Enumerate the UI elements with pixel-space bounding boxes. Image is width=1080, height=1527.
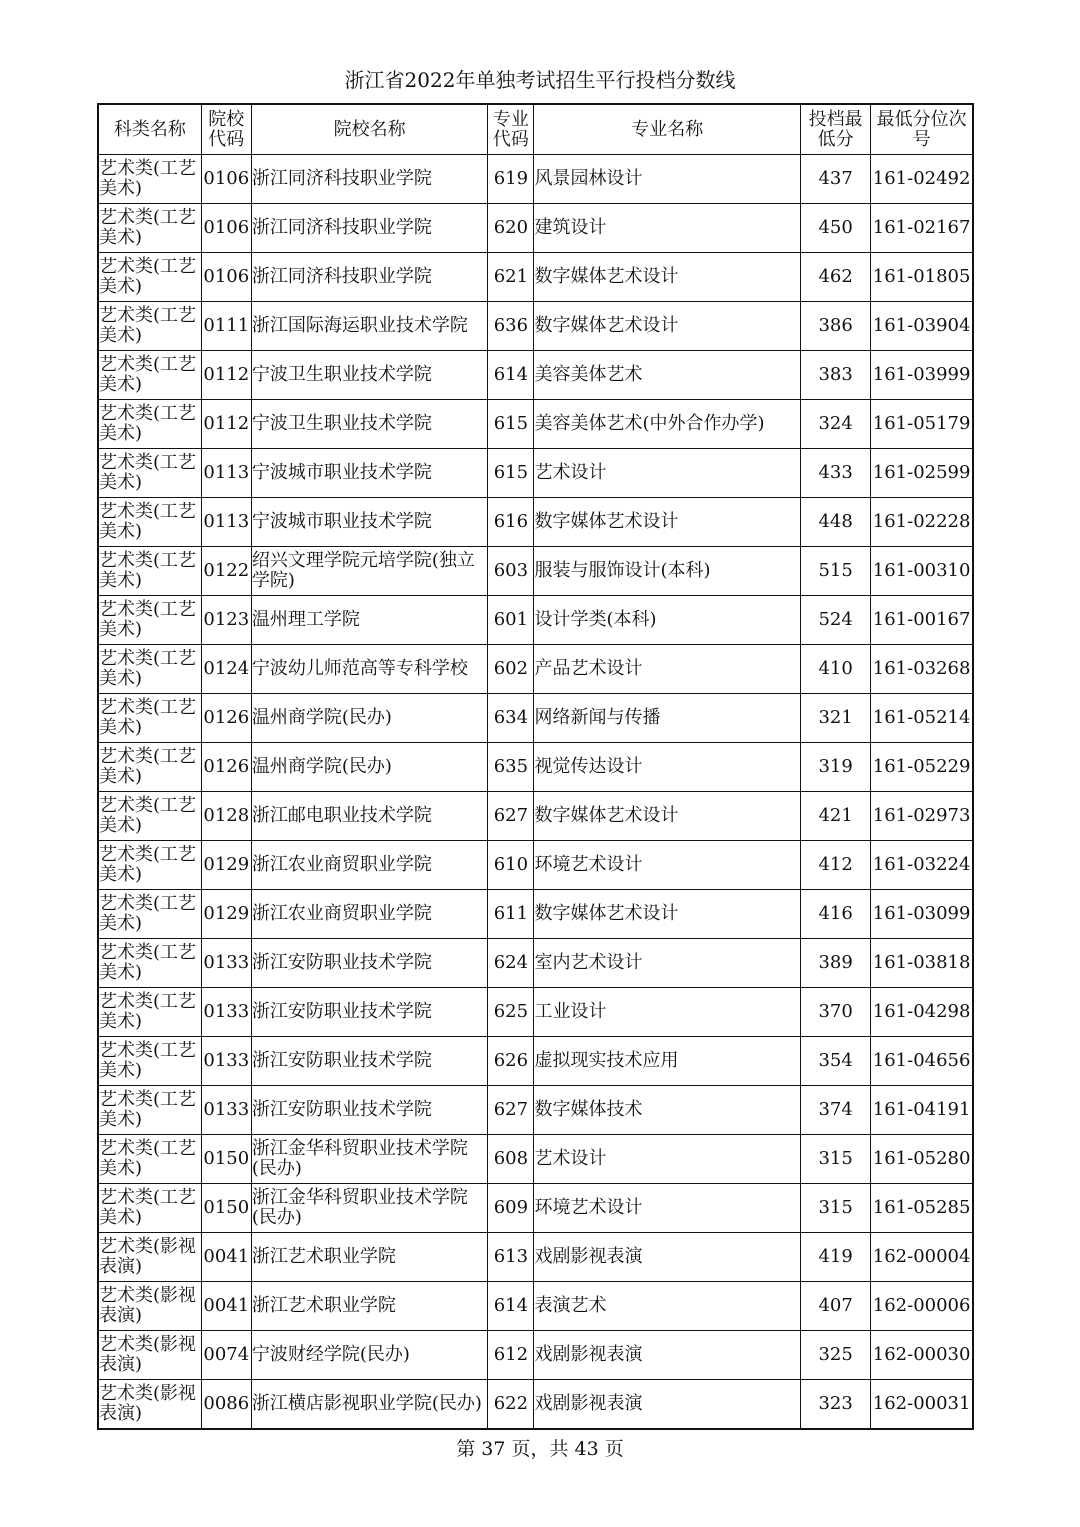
table-header-row <box>98 104 973 155</box>
min-score-cell: 450 <box>801 204 871 253</box>
table-row <box>98 988 973 1037</box>
major-name-cell: 室内艺术设计 <box>534 939 801 988</box>
school-name-cell: 浙江农业商贸职业学院 <box>251 890 488 939</box>
major-code-cell: 610 <box>488 841 534 890</box>
school-code-cell: 0112 <box>201 400 251 449</box>
school-code-cell: 0106 <box>201 204 251 253</box>
category-cell: 艺术类(工艺美术) <box>98 694 201 743</box>
school-name-cell: 浙江农业商贸职业学院 <box>251 841 488 890</box>
school-code-cell: 0123 <box>201 596 251 645</box>
category-cell: 艺术类(工艺美术) <box>98 204 201 253</box>
min-rank-cell: 161-05179 <box>871 400 973 449</box>
major-name-cell: 美容美体艺术 <box>534 351 801 400</box>
table-row <box>98 939 973 988</box>
min-rank-cell: 161-05280 <box>871 1135 973 1184</box>
major-name-cell: 环境艺术设计 <box>534 841 801 890</box>
school-code-cell: 0041 <box>201 1233 251 1282</box>
min-score-cell: 515 <box>801 547 871 596</box>
school-code-cell: 0133 <box>201 988 251 1037</box>
min-rank-cell: 161-02228 <box>871 498 973 547</box>
major-name-cell: 建筑设计 <box>534 204 801 253</box>
table-row <box>98 890 973 939</box>
major-code-cell: 601 <box>488 596 534 645</box>
min-score-cell: 437 <box>801 155 871 204</box>
table-row <box>98 498 973 547</box>
min-score-cell: 412 <box>801 841 871 890</box>
table-row <box>98 1037 973 1086</box>
major-name-cell: 数字媒体艺术设计 <box>534 890 801 939</box>
min-rank-cell: 161-02599 <box>871 449 973 498</box>
min-score-cell: 421 <box>801 792 871 841</box>
min-rank-cell: 161-04298 <box>871 988 973 1037</box>
table-row <box>98 694 973 743</box>
major-code-cell: 620 <box>488 204 534 253</box>
school-code-cell: 0126 <box>201 694 251 743</box>
category-cell: 艺术类(工艺美术) <box>98 596 201 645</box>
category-cell: 艺术类(工艺美术) <box>98 351 201 400</box>
school-name-cell: 浙江金华科贸职业技术学院(民办) <box>251 1184 488 1233</box>
category-cell: 艺术类(工艺美术) <box>98 400 201 449</box>
major-name-cell: 设计学类(本科) <box>534 596 801 645</box>
table-row <box>98 400 973 449</box>
min-rank-cell: 161-04656 <box>871 1037 973 1086</box>
min-score-cell: 323 <box>801 1380 871 1430</box>
min-rank-cell: 161-05229 <box>871 743 973 792</box>
page-footer: 第 37 页，共 43 页 <box>456 1438 624 1460</box>
min-score-cell: 315 <box>801 1184 871 1233</box>
min-score-cell: 321 <box>801 694 871 743</box>
table-row <box>98 449 973 498</box>
school-code-cell: 0128 <box>201 792 251 841</box>
table-row <box>98 155 973 204</box>
school-name-cell: 宁波财经学院(民办) <box>251 1331 488 1380</box>
min-rank-cell: 161-00310 <box>871 547 973 596</box>
category-cell: 艺术类(工艺美术) <box>98 1184 201 1233</box>
table-row <box>98 351 973 400</box>
school-name-cell: 浙江同济科技职业学院 <box>251 253 488 302</box>
table-row <box>98 743 973 792</box>
min-rank-cell: 161-03818 <box>871 939 973 988</box>
major-code-cell: 624 <box>488 939 534 988</box>
category-cell: 艺术类(工艺美术) <box>98 1037 201 1086</box>
category-cell: 艺术类(工艺美术) <box>98 253 201 302</box>
category-cell: 艺术类(工艺美术) <box>98 1086 201 1135</box>
school-name-cell: 浙江横店影视职业学院(民办) <box>251 1380 488 1430</box>
min-score-cell: 524 <box>801 596 871 645</box>
min-rank-cell: 161-00167 <box>871 596 973 645</box>
school-name-cell: 宁波幼儿师范高等专科学校 <box>251 645 488 694</box>
major-name-cell: 数字媒体艺术设计 <box>534 253 801 302</box>
table-row <box>98 1282 973 1331</box>
category-cell: 艺术类(工艺美术) <box>98 645 201 694</box>
table-row <box>98 841 973 890</box>
table-row <box>98 1380 973 1430</box>
school-code-cell: 0129 <box>201 841 251 890</box>
major-name-cell: 产品艺术设计 <box>534 645 801 694</box>
table-row <box>98 1331 973 1380</box>
major-name-cell: 艺术设计 <box>534 1135 801 1184</box>
min-rank-cell: 161-02973 <box>871 792 973 841</box>
min-score-cell: 462 <box>801 253 871 302</box>
min-rank-cell: 161-02167 <box>871 204 973 253</box>
table-row <box>98 204 973 253</box>
min-rank-cell: 162-00006 <box>871 1282 973 1331</box>
school-code-cell: 0113 <box>201 449 251 498</box>
school-code-cell: 0133 <box>201 1037 251 1086</box>
school-name-cell: 宁波城市职业技术学院 <box>251 449 488 498</box>
major-name-cell: 数字媒体艺术设计 <box>534 498 801 547</box>
school-code-cell: 0133 <box>201 939 251 988</box>
school-name-cell: 温州商学院(民办) <box>251 743 488 792</box>
school-code-cell: 0129 <box>201 890 251 939</box>
min-score-cell: 410 <box>801 645 871 694</box>
major-code-cell: 615 <box>488 449 534 498</box>
school-name-cell: 浙江安防职业技术学院 <box>251 988 488 1037</box>
major-code-cell: 627 <box>488 792 534 841</box>
min-rank-cell: 161-05214 <box>871 694 973 743</box>
header-school-name: 院校名称 <box>251 104 488 155</box>
major-name-cell: 数字媒体艺术设计 <box>534 792 801 841</box>
table-row <box>98 302 973 351</box>
header-category: 科类名称 <box>98 104 201 155</box>
major-name-cell: 工业设计 <box>534 988 801 1037</box>
category-cell: 艺术类(工艺美术) <box>98 890 201 939</box>
school-name-cell: 浙江邮电职业技术学院 <box>251 792 488 841</box>
major-name-cell: 数字媒体技术 <box>534 1086 801 1135</box>
category-cell: 艺术类(工艺美术) <box>98 449 201 498</box>
min-rank-cell: 161-02492 <box>871 155 973 204</box>
major-code-cell: 612 <box>488 1331 534 1380</box>
major-name-cell: 视觉传达设计 <box>534 743 801 792</box>
school-name-cell: 宁波城市职业技术学院 <box>251 498 488 547</box>
min-score-cell: 416 <box>801 890 871 939</box>
category-cell: 艺术类(影视表演) <box>98 1331 201 1380</box>
min-score-cell: 370 <box>801 988 871 1037</box>
min-score-cell: 324 <box>801 400 871 449</box>
major-code-cell: 611 <box>488 890 534 939</box>
school-name-cell: 浙江同济科技职业学院 <box>251 204 488 253</box>
school-code-cell: 0133 <box>201 1086 251 1135</box>
school-name-cell: 浙江安防职业技术学院 <box>251 1086 488 1135</box>
category-cell: 艺术类(工艺美术) <box>98 841 201 890</box>
major-name-cell: 虚拟现实技术应用 <box>534 1037 801 1086</box>
school-code-cell: 0150 <box>201 1135 251 1184</box>
school-name-cell: 浙江艺术职业学院 <box>251 1233 488 1282</box>
category-cell: 艺术类(工艺美术) <box>98 792 201 841</box>
school-name-cell: 浙江同济科技职业学院 <box>251 155 488 204</box>
min-rank-cell: 161-03268 <box>871 645 973 694</box>
major-name-cell: 戏剧影视表演 <box>534 1233 801 1282</box>
school-name-cell: 浙江安防职业技术学院 <box>251 939 488 988</box>
header-min-rank: 最低分位次号 <box>871 104 973 155</box>
min-rank-cell: 161-01805 <box>871 253 973 302</box>
school-code-cell: 0150 <box>201 1184 251 1233</box>
school-code-cell: 0086 <box>201 1380 251 1430</box>
school-code-cell: 0113 <box>201 498 251 547</box>
major-code-cell: 621 <box>488 253 534 302</box>
school-code-cell: 0126 <box>201 743 251 792</box>
header-min-score: 投档最低分 <box>801 104 871 155</box>
major-code-cell: 635 <box>488 743 534 792</box>
score-table <box>97 103 974 1430</box>
school-name-cell: 浙江安防职业技术学院 <box>251 1037 488 1086</box>
major-name-cell: 网络新闻与传播 <box>534 694 801 743</box>
school-code-cell: 0106 <box>201 253 251 302</box>
school-name-cell: 温州理工学院 <box>251 596 488 645</box>
major-name-cell: 数字媒体艺术设计 <box>534 302 801 351</box>
table-row <box>98 547 973 596</box>
major-code-cell: 608 <box>488 1135 534 1184</box>
category-cell: 艺术类(工艺美术) <box>98 547 201 596</box>
category-cell: 艺术类(工艺美术) <box>98 498 201 547</box>
major-name-cell: 服装与服饰设计(本科) <box>534 547 801 596</box>
major-code-cell: 609 <box>488 1184 534 1233</box>
min-rank-cell: 161-05285 <box>871 1184 973 1233</box>
min-score-cell: 419 <box>801 1233 871 1282</box>
school-code-cell: 0122 <box>201 547 251 596</box>
table-row <box>98 645 973 694</box>
school-name-cell: 温州商学院(民办) <box>251 694 488 743</box>
major-name-cell: 美容美体艺术(中外合作办学) <box>534 400 801 449</box>
table-row <box>98 1086 973 1135</box>
min-rank-cell: 161-04191 <box>871 1086 973 1135</box>
header-major-code: 专业代码 <box>488 104 534 155</box>
category-cell: 艺术类(影视表演) <box>98 1380 201 1430</box>
major-code-cell: 622 <box>488 1380 534 1430</box>
major-code-cell: 634 <box>488 694 534 743</box>
category-cell: 艺术类(工艺美术) <box>98 302 201 351</box>
min-score-cell: 389 <box>801 939 871 988</box>
major-code-cell: 625 <box>488 988 534 1037</box>
major-code-cell: 615 <box>488 400 534 449</box>
min-rank-cell: 162-00030 <box>871 1331 973 1380</box>
major-name-cell: 环境艺术设计 <box>534 1184 801 1233</box>
table-row <box>98 792 973 841</box>
major-code-cell: 613 <box>488 1233 534 1282</box>
min-score-cell: 315 <box>801 1135 871 1184</box>
min-rank-cell: 161-03904 <box>871 302 973 351</box>
major-code-cell: 626 <box>488 1037 534 1086</box>
major-name-cell: 艺术设计 <box>534 449 801 498</box>
min-score-cell: 374 <box>801 1086 871 1135</box>
major-code-cell: 616 <box>488 498 534 547</box>
min-rank-cell: 161-03099 <box>871 890 973 939</box>
major-name-cell: 表演艺术 <box>534 1282 801 1331</box>
min-score-cell: 448 <box>801 498 871 547</box>
major-code-cell: 614 <box>488 351 534 400</box>
min-rank-cell: 161-03999 <box>871 351 973 400</box>
page-title: 浙江省2022年单独考试招生平行投档分数线 <box>344 68 736 92</box>
school-code-cell: 0124 <box>201 645 251 694</box>
header-major-name: 专业名称 <box>534 104 801 155</box>
school-code-cell: 0074 <box>201 1331 251 1380</box>
table-row <box>98 1184 973 1233</box>
major-code-cell: 614 <box>488 1282 534 1331</box>
school-name-cell: 浙江艺术职业学院 <box>251 1282 488 1331</box>
school-code-cell: 0111 <box>201 302 251 351</box>
school-code-cell: 0106 <box>201 155 251 204</box>
min-rank-cell: 161-03224 <box>871 841 973 890</box>
major-name-cell: 风景园林设计 <box>534 155 801 204</box>
major-code-cell: 636 <box>488 302 534 351</box>
category-cell: 艺术类(工艺美术) <box>98 1135 201 1184</box>
min-score-cell: 383 <box>801 351 871 400</box>
min-rank-cell: 162-00004 <box>871 1233 973 1282</box>
school-code-cell: 0041 <box>201 1282 251 1331</box>
school-name-cell: 宁波卫生职业技术学院 <box>251 351 488 400</box>
min-score-cell: 433 <box>801 449 871 498</box>
major-code-cell: 603 <box>488 547 534 596</box>
min-score-cell: 319 <box>801 743 871 792</box>
school-name-cell: 浙江国际海运职业技术学院 <box>251 302 488 351</box>
category-cell: 艺术类(工艺美术) <box>98 743 201 792</box>
category-cell: 艺术类(影视表演) <box>98 1233 201 1282</box>
category-cell: 艺术类(影视表演) <box>98 1282 201 1331</box>
min-rank-cell: 162-00031 <box>871 1380 973 1430</box>
school-name-cell: 绍兴文理学院元培学院(独立学院) <box>251 547 488 596</box>
table-row <box>98 596 973 645</box>
category-cell: 艺术类(工艺美术) <box>98 988 201 1037</box>
min-score-cell: 354 <box>801 1037 871 1086</box>
major-name-cell: 戏剧影视表演 <box>534 1331 801 1380</box>
major-code-cell: 602 <box>488 645 534 694</box>
table-row <box>98 253 973 302</box>
major-code-cell: 627 <box>488 1086 534 1135</box>
category-cell: 艺术类(工艺美术) <box>98 939 201 988</box>
major-name-cell: 戏剧影视表演 <box>534 1380 801 1430</box>
min-score-cell: 386 <box>801 302 871 351</box>
category-cell: 艺术类(工艺美术) <box>98 155 201 204</box>
school-name-cell: 浙江金华科贸职业技术学院(民办) <box>251 1135 488 1184</box>
min-score-cell: 407 <box>801 1282 871 1331</box>
major-code-cell: 619 <box>488 155 534 204</box>
min-score-cell: 325 <box>801 1331 871 1380</box>
school-name-cell: 宁波卫生职业技术学院 <box>251 400 488 449</box>
school-code-cell: 0112 <box>201 351 251 400</box>
table-row <box>98 1233 973 1282</box>
table-row <box>98 1135 973 1184</box>
header-school-code: 院校代码 <box>201 104 251 155</box>
